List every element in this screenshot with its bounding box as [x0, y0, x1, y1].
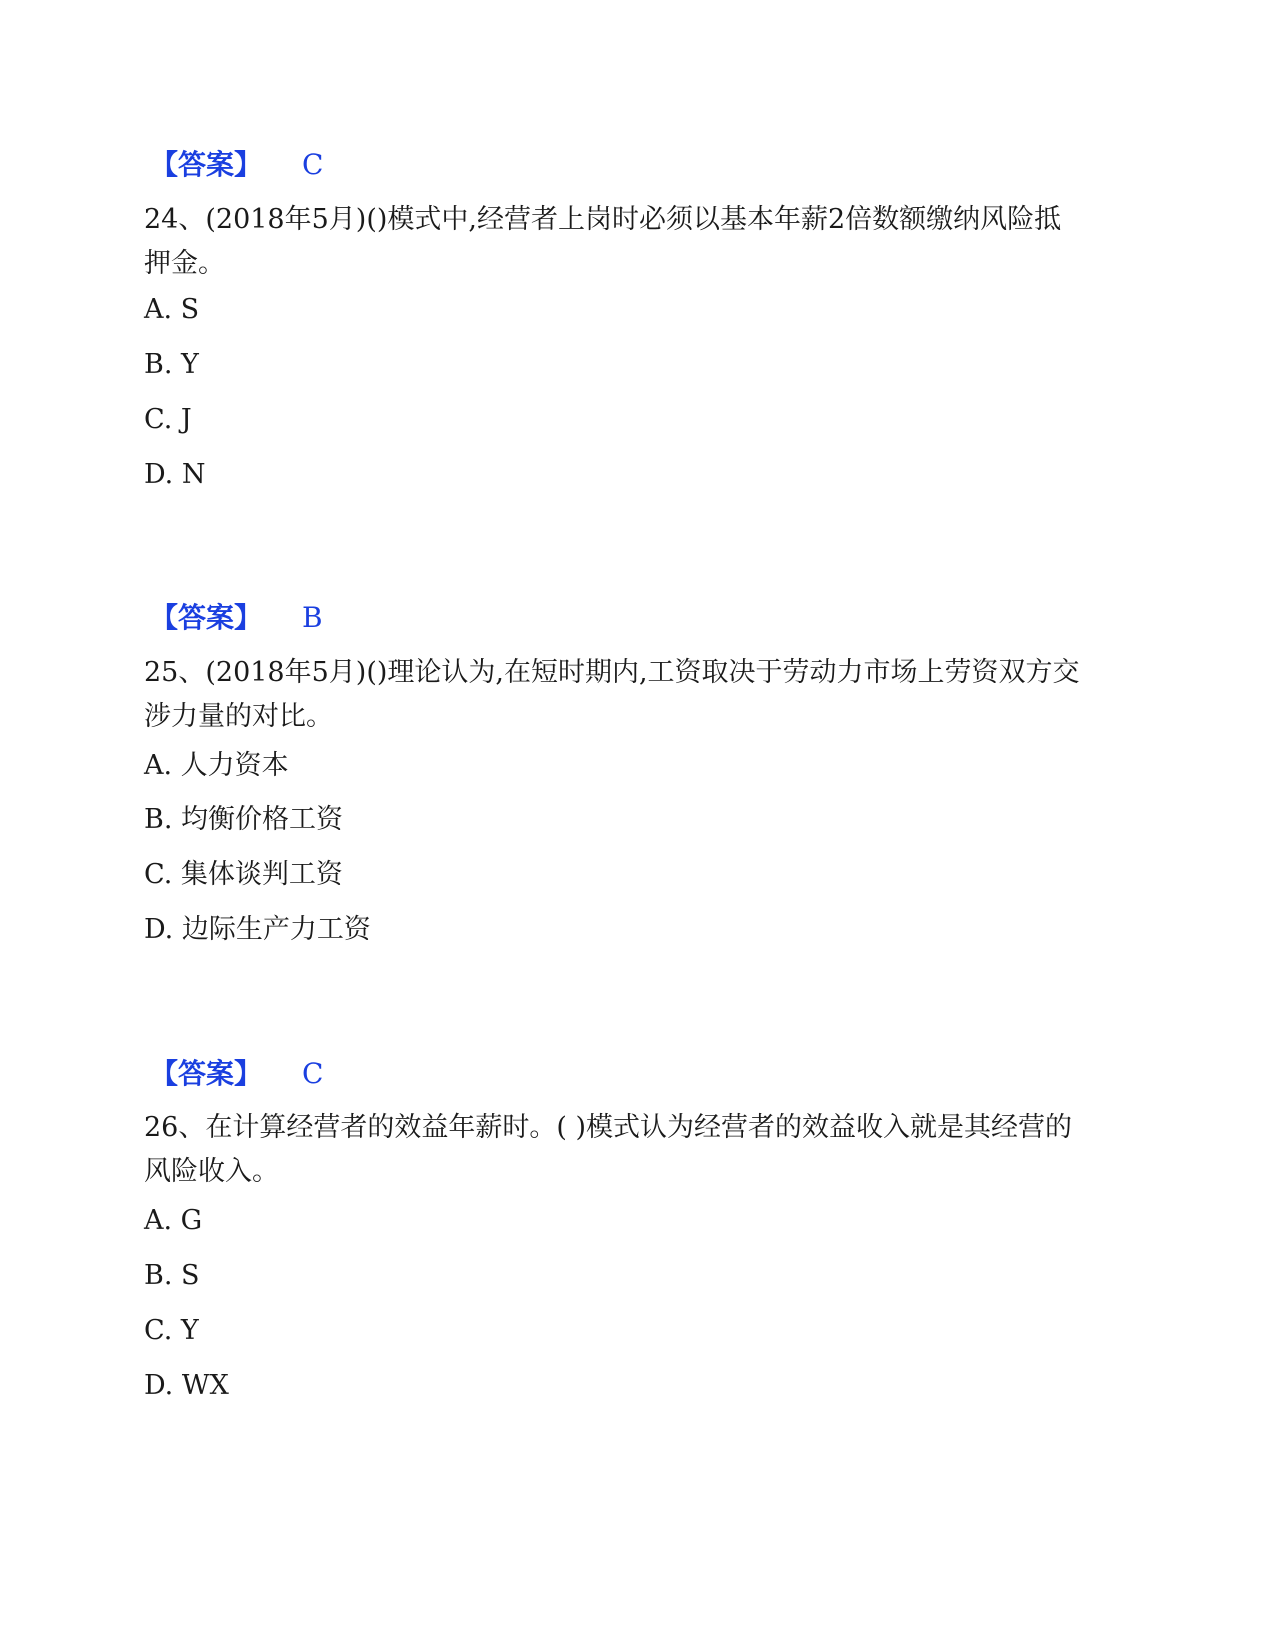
answer-line — [150, 147, 324, 183]
option-25-d: D. 边际生产力工资 — [144, 914, 371, 945]
answer-value: C — [302, 148, 324, 181]
answer-value: C — [302, 1057, 324, 1090]
answer-line — [150, 1056, 324, 1092]
option-26-b: B. S — [144, 1260, 200, 1291]
option-24-a: A. S — [144, 294, 200, 325]
answer-value: B — [302, 601, 323, 634]
option-24-d: D. N — [144, 459, 206, 490]
option-24-b: B. Y — [144, 349, 199, 380]
option-26-d: D. WX — [144, 1370, 229, 1401]
answer-line — [150, 600, 323, 636]
option-25-b: B. 均衡价格工资 — [144, 804, 344, 835]
answer-label: 【答案】 — [150, 148, 263, 181]
answer-label: 【答案】 — [150, 601, 263, 634]
option-26-a: A. G — [144, 1205, 203, 1236]
question-25: 25、(2018年5月)()理论认为,在短时期内,工资取决于劳动力市场上劳资双方交涉力量的对比。 — [144, 657, 1080, 732]
question-24: 24、(2018年5月)()模式中,经营者上岗时必须以基本年薪2倍数额缴纳风险抵押金。 — [144, 204, 1062, 279]
option-26-c: C. Y — [144, 1315, 199, 1346]
question-26: 26、在计算经营者的效益年薪时。( )模式认为经营者的效益收入就是其经营的风险收入。 — [144, 1112, 1073, 1187]
option-25-a: A. 人力资本 — [144, 750, 289, 781]
option-25-c: C. 集体谈判工资 — [144, 859, 343, 890]
answer-label: 【答案】 — [150, 1057, 263, 1090]
option-24-c: C. J — [144, 404, 192, 435]
